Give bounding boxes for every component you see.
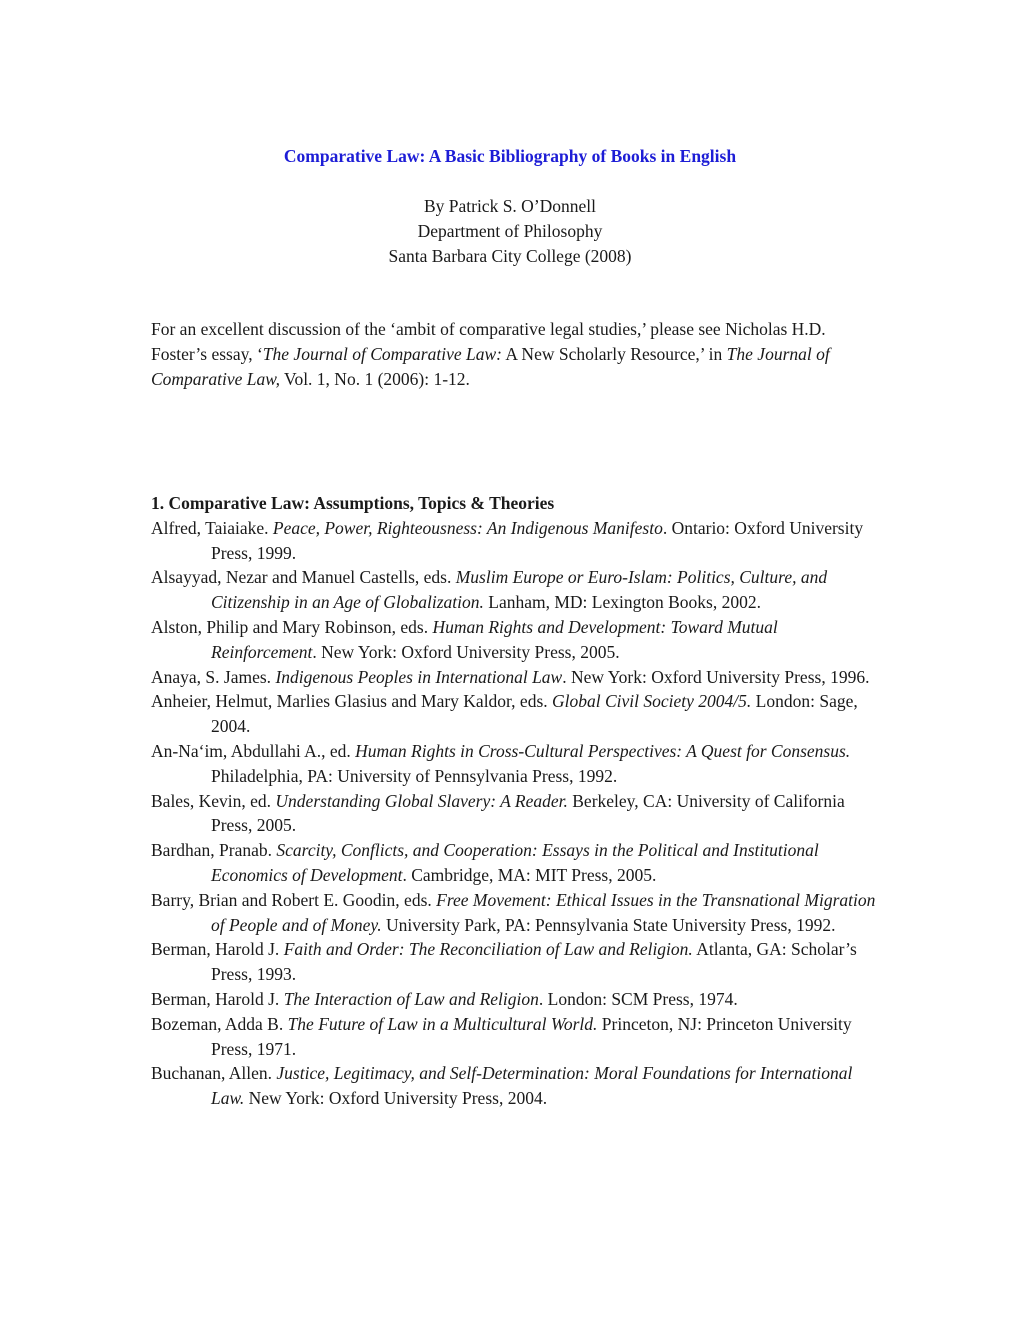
entry-author: Buchanan, Allen. — [151, 1063, 277, 1084]
entry-publication: . New York: Oxford University Press, 1996. — [562, 666, 870, 687]
entry-publication: Lanham, MD: Lexington Books, 2002. — [483, 592, 761, 613]
entry-title: Scarcity, Conflicts, and Cooperation: Essays in the Political and Institutional Economics of Development — [211, 840, 819, 885]
entry-author: Berman, Harold J. — [151, 939, 284, 960]
entry-title: The Future of Law in a Multicultural World. — [287, 1013, 598, 1034]
entry-title: The Interaction of Law and Religion — [283, 988, 539, 1009]
entry-title: Human Rights in Cross-Cultural Perspectives: A Quest for Consensus. — [355, 740, 851, 761]
entry-author: Alsayyad, Nezar and Manuel Castells, eds. — [151, 567, 456, 588]
entry-author: Anaya, S. James. — [151, 666, 276, 687]
intro-journal-title-1: The Journal of Comparative Law: — [262, 344, 502, 364]
bibliography-entry — [151, 615, 881, 665]
bibliography-entry — [151, 1061, 881, 1111]
entry-title: Justice, Legitimacy, and Self-Determination: Moral Foundations for International Law. — [211, 1063, 853, 1109]
byline-author: By Patrick S. O’Donnell — [423, 196, 597, 216]
intro-text-2: A New Scholarly Resource,’ in — [501, 344, 727, 364]
entry-author: Bozeman, Adda B. — [151, 1013, 288, 1034]
bibliography-entry — [151, 987, 881, 1012]
bibliography-entry — [151, 838, 881, 888]
bibliography-entry — [151, 516, 881, 566]
entry-publication: . New York: Oxford University Press, 2005. — [312, 641, 620, 662]
intro-paragraph — [151, 317, 881, 392]
entry-title: Free Movement: Ethical Issues in the Transnational Migration of People and of Money. — [211, 889, 876, 935]
entry-publication: Philadelphia, PA: University of Pennsylvania Press, 1992. — [211, 765, 618, 786]
bibliography-entry — [151, 739, 881, 789]
section-heading: 1. Comparative Law: Assumptions, Topics & Theories — [151, 493, 555, 513]
byline — [0, 194, 1020, 269]
entry-title: Human Rights and Development: Toward Mutual Reinforcement — [211, 616, 778, 662]
bibliography-entry — [151, 789, 881, 839]
byline-institution: Santa Barbara City College (2008) — [388, 246, 632, 266]
document-title: Comparative Law: A Basic Bibliography of Books in English — [283, 146, 737, 166]
intro-journal-title-2: The Journal of Comparative Law, — [151, 344, 830, 389]
entry-title: Global Civil Society 2004/5. — [552, 691, 752, 712]
bibliography-entry — [151, 565, 881, 615]
entry-publication: Atlanta, GA: Scholar’s Press, 1993. — [211, 939, 857, 985]
entry-publication: Berkeley, CA: University of California Press, 2005. — [211, 790, 845, 836]
bibliography-entry — [151, 937, 881, 987]
entry-title: Understanding Global Slavery: A Reader. — [275, 790, 568, 811]
intro-text-1: For an excellent discussion of the ‘ambit of comparative legal studies,’ please see Nicholas H.D. Foster’s essay, ‘ — [151, 319, 826, 364]
entry-title: Faith and Order: The Reconciliation of Law and Religion. — [283, 939, 693, 960]
bibliography-entry — [151, 689, 881, 739]
entry-author: Bales, Kevin, ed. — [151, 790, 276, 811]
entry-author: An-Na‘im, Abdullahi A., ed. — [151, 740, 356, 761]
entry-author: Berman, Harold J. — [151, 988, 284, 1009]
bibliography-entry — [151, 665, 881, 690]
entry-publication: . Cambridge, MA: MIT Press, 2005. — [402, 864, 657, 885]
entry-publication: University Park, PA: Pennsylvania State University Press, 1992. — [381, 914, 836, 935]
entry-publication: . Ontario: Oxford University Press, 1999. — [211, 517, 864, 563]
entry-author: Bardhan, Pranab. — [151, 840, 277, 861]
entry-title: Indigenous Peoples in International Law — [275, 666, 563, 687]
entry-list — [151, 516, 881, 1111]
entry-author: Alfred, Taiaiake. — [151, 517, 273, 538]
entry-publication: New York: Oxford University Press, 2004. — [244, 1088, 548, 1109]
entry-publication: Princeton, NJ: Princeton University Press, 1971. — [211, 1013, 852, 1059]
entry-author: Alston, Philip and Mary Robinson, eds. — [151, 616, 433, 637]
bibliography-section — [151, 491, 881, 1111]
entry-author: Barry, Brian and Robert E. Goodin, eds. — [151, 889, 437, 910]
entry-title: Muslim Europe or Euro-Islam: Politics, Culture, and Citizenship in an Age of Globalization. — [211, 567, 828, 613]
bibliography-entry — [151, 888, 881, 938]
bibliography-entry — [151, 1012, 881, 1062]
intro-text-3: Vol. 1, No. 1 (2006): 1-12. — [280, 369, 470, 389]
entry-publication: . London: SCM Press, 1974. — [538, 988, 738, 1009]
entry-publication: London: Sage, 2004. — [211, 691, 858, 737]
entry-title: Peace, Power, Righteousness: An Indigenous Manifesto — [272, 517, 663, 538]
byline-department: Department of Philosophy — [417, 221, 603, 241]
entry-author: Anheier, Helmut, Marlies Glasius and Mary Kaldor, eds. — [151, 691, 553, 712]
